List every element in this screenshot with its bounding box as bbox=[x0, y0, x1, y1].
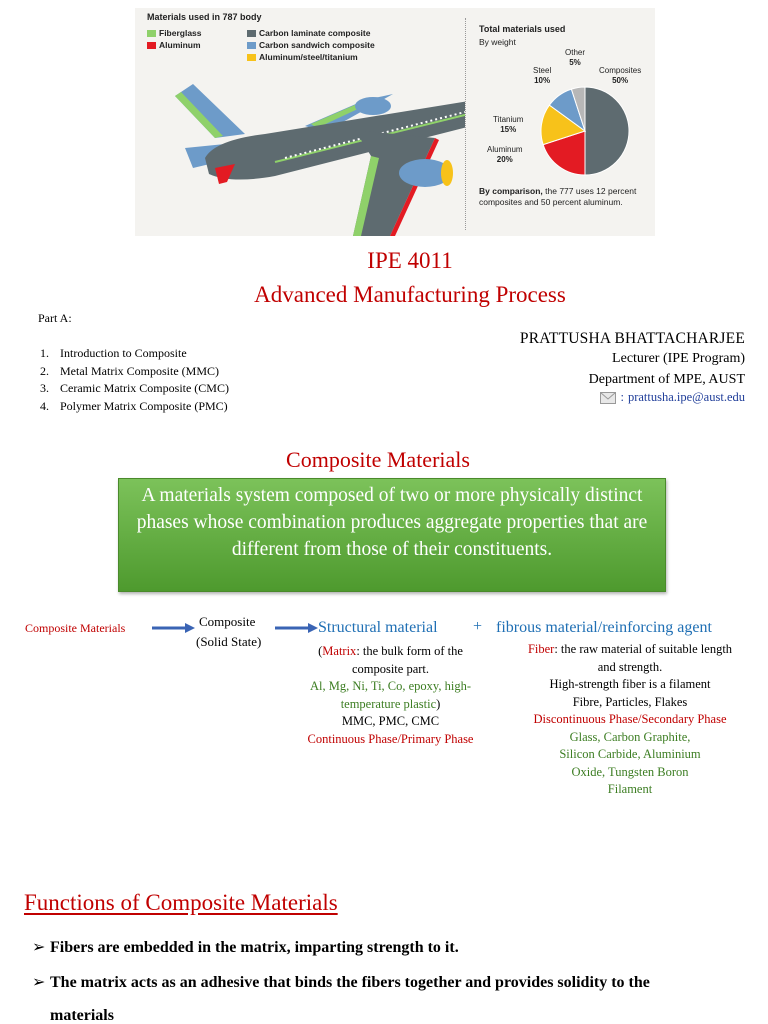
topic-number: 1. bbox=[40, 346, 49, 360]
matrix-line-4 bbox=[288, 696, 493, 714]
list-item bbox=[40, 345, 229, 363]
open-paren: ( bbox=[318, 644, 323, 658]
part-a-label: Part A: bbox=[38, 311, 72, 325]
slice-label: Composites bbox=[599, 66, 642, 75]
topic-number: 2. bbox=[40, 363, 49, 378]
matrix-examples-2: temperature plastic bbox=[340, 696, 437, 711]
topic-number: 3. bbox=[40, 381, 49, 395]
course-name: Advanced Manufacturing Process bbox=[254, 282, 566, 307]
pie-slice-composites bbox=[585, 87, 629, 175]
matrix-label: Matrix bbox=[322, 644, 357, 658]
arrow-bullet-icon: ➢ bbox=[32, 974, 46, 991]
legend-label: Carbon sandwich composite bbox=[259, 40, 375, 50]
comparison-line-2: composites and 50 percent aluminum. bbox=[479, 197, 623, 207]
function-item-1 bbox=[32, 937, 459, 957]
pie-label-other bbox=[565, 48, 585, 68]
matrix-desc-2: composite part. bbox=[351, 661, 430, 676]
matrix-desc: : the bulk form of the bbox=[356, 644, 463, 658]
instructor-block bbox=[520, 330, 745, 405]
topic-text: Introduction to Composite bbox=[60, 346, 187, 360]
function-item-2-continued: materials bbox=[50, 1007, 114, 1024]
slice-value: 20% bbox=[496, 155, 513, 164]
instructor-title: Lecturer (IPE Program) bbox=[612, 351, 745, 366]
slice-label: Aluminum bbox=[487, 145, 523, 154]
legend-label: Carbon laminate composite bbox=[259, 28, 371, 38]
flow-fibrous-material: fibrous material/reinforcing agent bbox=[496, 619, 712, 636]
function-text: The matrix acts as an adhesive that binds the fibers together and provides solidity to the bbox=[50, 974, 650, 991]
envelope-icon bbox=[600, 392, 616, 404]
instructor-department: Department of MPE, AUST bbox=[588, 372, 745, 387]
slice-value: 5% bbox=[569, 58, 581, 67]
function-item-2 bbox=[32, 972, 650, 992]
topic-number: 4. bbox=[40, 398, 49, 413]
fiber-filament: High-strength fiber is a filament bbox=[549, 677, 711, 691]
pie-label-titanium bbox=[493, 115, 523, 135]
list-item bbox=[40, 380, 229, 398]
figure-title: Materials used in 787 body bbox=[147, 12, 262, 22]
flow-solid-state: (Solid State) bbox=[196, 634, 262, 649]
slice-value: 10% bbox=[534, 76, 551, 85]
arrow-right-icon bbox=[152, 622, 196, 634]
flow-plus: + bbox=[473, 618, 483, 635]
matrix-description bbox=[288, 643, 493, 748]
legend-label: Aluminum/steel/titanium bbox=[259, 52, 358, 62]
fiber-label: Fiber bbox=[527, 642, 555, 656]
flow-composite-materials: Composite Materials bbox=[25, 621, 126, 635]
topic-text: Ceramic Matrix Composite (CMC) bbox=[60, 381, 229, 395]
materials-787-figure bbox=[135, 8, 655, 236]
legend-label: Aluminum bbox=[159, 40, 201, 50]
section-title-composite-materials: Composite Materials bbox=[286, 447, 470, 472]
fiber-examples-1: Glass, Carbon Graphite, bbox=[569, 729, 691, 744]
arrow-right-icon bbox=[275, 622, 319, 634]
matrix-phase: Continuous Phase/Primary Phase bbox=[307, 731, 474, 746]
fiber-desc: : the raw material of suitable length bbox=[554, 642, 733, 656]
email-link[interactable]: prattusha.ipe@aust.edu bbox=[627, 390, 745, 404]
fiber-desc-2: and strength. bbox=[597, 659, 663, 674]
slice-value: 15% bbox=[500, 125, 517, 134]
legend-label: Fiberglass bbox=[159, 28, 202, 38]
flow-structural-material: Structural material bbox=[318, 619, 438, 636]
matrix-line-1 bbox=[288, 643, 493, 661]
course-code: IPE 4011 bbox=[367, 248, 453, 273]
matrix-types: MMC, PMC, CMC bbox=[341, 714, 440, 728]
slice-label: Other bbox=[565, 48, 586, 57]
comparison-bold: By comparison, bbox=[479, 186, 543, 196]
topic-list bbox=[40, 345, 229, 415]
slice-label: Titanium bbox=[493, 115, 524, 124]
list-item bbox=[40, 398, 229, 416]
instructor-name: PRATTUSHA BHATTACHARJEE bbox=[519, 330, 745, 347]
comparison-line-1: the 777 uses 12 percent bbox=[542, 186, 637, 196]
arrow-bullet-icon: ➢ bbox=[32, 939, 46, 956]
slice-value: 50% bbox=[612, 76, 629, 85]
fiber-line-1 bbox=[502, 641, 758, 659]
pie-subtitle: By weight bbox=[479, 37, 516, 47]
fiber-description bbox=[502, 641, 758, 799]
section-title-functions: Functions of Composite Materials bbox=[24, 890, 338, 915]
fiber-examples-4: Filament bbox=[607, 782, 653, 796]
fiber-examples-3: Oxide, Tungsten Boron bbox=[571, 764, 689, 779]
close-paren: ) bbox=[436, 696, 441, 711]
list-item bbox=[40, 363, 229, 381]
topic-text: Polymer Matrix Composite (PMC) bbox=[60, 398, 228, 413]
pie-label-aluminum bbox=[487, 145, 523, 165]
email-row bbox=[520, 390, 745, 405]
definition-text: A materials system composed of two or more physically distinct phases whose combination produces aggregate properties that are different from those of their constituents. bbox=[136, 485, 648, 560]
comparison-note bbox=[479, 186, 654, 208]
pie-label-steel bbox=[533, 66, 551, 86]
pie-title: Total materials used bbox=[479, 24, 566, 34]
flow-composite: Composite bbox=[199, 614, 256, 629]
fiber-examples-2: Silicon Carbide, Aluminium bbox=[559, 747, 701, 761]
email-prefix: : bbox=[620, 390, 624, 404]
matrix-examples-1: Al, Mg, Ni, Ti, Co, epoxy, high- bbox=[309, 679, 472, 693]
function-text: Fibers are embedded in the matrix, imparting strength to it. bbox=[50, 939, 459, 956]
slice-label: Steel bbox=[533, 66, 552, 75]
definition-box bbox=[118, 478, 666, 592]
pie-label-composites bbox=[599, 66, 641, 86]
topic-text: Metal Matrix Composite (MMC) bbox=[60, 363, 219, 378]
fiber-phase: Discontinuous Phase/Secondary Phase bbox=[533, 712, 727, 726]
fiber-forms: Fibre, Particles, Flakes bbox=[572, 694, 688, 709]
